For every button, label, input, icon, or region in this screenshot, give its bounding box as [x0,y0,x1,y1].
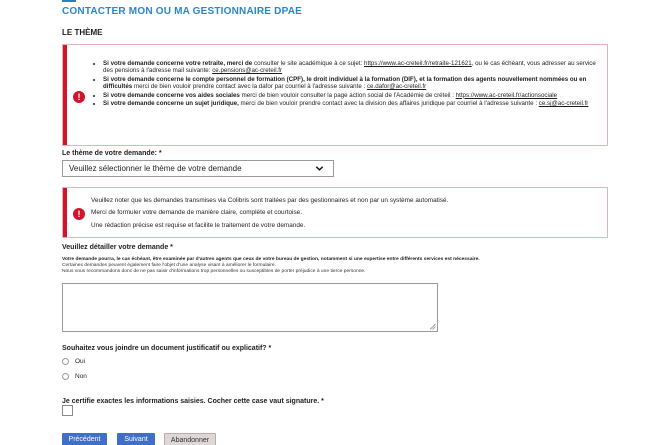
alert-item-bold: Si votre demande concerne votre retraite, merci de [103,60,253,67]
title-accent-bar [62,0,76,2]
detail-help-text [62,257,532,274]
alert-item-text: merci de bien vouloir prendre contact avec la division des affaires juridique par courriel à l'adresse suivante : [238,100,539,108]
certify-label: Je certifie exactes les informations saisies. Cocher cette case vaut signature. * [62,398,324,405]
alert-accent-bar [63,188,67,237]
alert-line: Merci de formuler votre demande de manière claire, complète et courtoise. [91,209,302,217]
help-line: Certaines demandes peuvent également faire l'objet d'une analyse visant à améliorer le formulaire. [62,262,276,268]
abandon-button[interactable]: Abandonner [164,433,216,445]
page-title: CONTACTER MON OU MA GESTIONNAIRE DPAE [62,6,302,17]
help-line: Votre demande pourra, le cas échéant, être examinée par d'autres agents que ceux de votre bureau de gestion, notamment si une expertise entre différents services est nécessaire. [62,257,480,262]
theme-select[interactable] [62,160,334,177]
radio-option-oui[interactable] [62,358,85,365]
alert-item-aides-sociales [103,92,599,99]
alert-item-text: merci de bien vouloir prendre contact avec la dafor par courriel à l'adresse suivante : [132,83,367,91]
alert-line: Une rédaction précise est requise et facilite le traitement de votre demande. [91,221,306,229]
theme-label: Le thème de votre demande: * [62,150,162,157]
help-line: Nous vous recommandons donc de ne pas saisir d'informations trop personnelles ou susceptibles de porter préjudice à une tierce personne. [62,268,366,274]
link-sj-email[interactable]: ce.sj@ac-creteil.fr [538,100,589,108]
alert-line: Veuillez noter que les demandes transmises via Colibris sont traitées par des gestionnaires et non par un système automatisé. [91,197,449,204]
info-alert-main [62,44,608,146]
link-dafor-email[interactable]: ce.dafor@ac-creteil.fr [366,83,427,91]
alert-item-bold: Si votre demande concerne le compte personnel de formation (CPF), le droit individuel à la formation (DIF), et la formation des agents nouvellement nommées ou en difficultés [103,75,587,91]
chevron-down-icon [315,164,324,173]
link-retraite[interactable]: https://www.ac-creteil.fr/retraite-121621 [364,60,472,67]
previous-button[interactable]: Précédent [62,433,107,445]
exclamation-circle-icon: ! [73,91,85,103]
alert-item-text: merci de bien vouloir consulter la page action social de l'Académie de créteil : [239,91,456,99]
radio-button[interactable] [62,358,69,365]
detail-label: Veuillez détailler votre demande * [62,244,173,251]
radio-option-non[interactable] [62,373,87,380]
next-button[interactable]: Suivant [117,433,155,445]
theme-select-value: Veuillez sélectionner le thème de votre demande [69,164,242,173]
alert-item-text: , ou le cas échéant, vous adresser au service des pensions à l'adresse mail suivante: [103,60,596,75]
exclamation-circle-icon: ! [73,208,85,220]
alert-accent-bar [63,45,67,145]
alert-item-juridique [103,100,599,107]
radio-label: Oui [75,358,86,365]
alert-item-bold: Si votre demande concerne un sujet juridique, [103,100,239,108]
info-alert-processing [62,187,608,238]
detail-textarea[interactable] [62,283,438,332]
radio-button[interactable] [62,373,69,380]
radio-label: Non [75,373,87,380]
alert-item-bold: Si votre demande concerne vos aides sociales [103,91,240,99]
alert-list [103,60,599,108]
alert-item-text: consulter le site académique à ce sujet: [252,60,365,67]
attachment-label: Souhaitez vous joindre un document justificatif ou explicatif? * [62,345,272,352]
alert-item-formation [103,76,599,91]
link-pensions-email[interactable]: ce.pensions@ac-creteil.fr [212,67,283,75]
alert-item-retraite [103,60,599,75]
certify-checkbox[interactable] [62,405,73,416]
link-action-sociale[interactable]: https://www.ac-creteil.fr/actionsociale [455,91,558,99]
section-title: LE THÈME [62,28,103,37]
resize-handle-icon[interactable] [429,323,436,330]
alert-lines [91,195,448,232]
